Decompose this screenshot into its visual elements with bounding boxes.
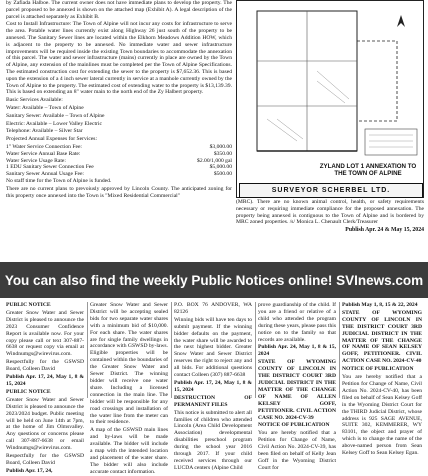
notice-paragraph: prove guardianship of the child. If you are a friend or relative of a child who attended the program during these years, please pass this notice on to the family so that records are available. (258, 302, 336, 343)
notice-heading: PUBLIC NOTICE (6, 302, 51, 308)
notice-subheading: NOTICE OF PUBLICATION (258, 422, 330, 429)
banner-text: You can also find the weekly Public Notices online! SVInews.com (4, 272, 424, 288)
fee-row (6, 144, 232, 151)
notice-column-1 (6, 302, 84, 474)
annexation-notice-text (6, 0, 232, 262)
notice-heading: PUBLIC NOTICE (6, 388, 51, 395)
notice-column-2 (90, 302, 168, 475)
publish-dates: Publish Apr. 17, 24, May 1, 8 & 15, 2024 (6, 374, 84, 387)
notice-column-4 (258, 302, 336, 471)
fee-row (6, 158, 232, 165)
map-caption: ZYLAND LOT 1 ANNEXATION TO THE TOWN OF ALPINE (319, 163, 417, 177)
publish-dates: Publish Apr. 24 & May 15, 2024 (345, 227, 424, 234)
notice-paragraph: Projected Annual Expenses for Services: (6, 136, 98, 143)
annexation-map-panel (236, 0, 424, 262)
notice-heading: DESTRUCTION OF PERMANENT FILES (174, 394, 252, 408)
notice-paragraph: You are hereby notified that a Petition for Change of Name, Civil Action No. 2024-CV-39, has been filed on behalf of Kelly Jean Goff in the Wyoming District Court for (258, 430, 336, 471)
publish-dates: Publish Apr. 24, May 1, 8 & 15, 2024 (258, 344, 336, 358)
fee-amount: $5,000.00 (209, 164, 232, 171)
notice-heading: STATE OF WYOMING COUNTY OF LINCOLN IN THE DISTRICT COURT 3RD JUDICIAL DISTRICT IN THE MATTER OF THE CHANGE OF NAME OF SEAN KELSEY GOFF, PETITIONER. CIVIL ACTION CASE NO. 2024-CV-40 (342, 309, 422, 365)
public-notices-columns (0, 298, 428, 475)
notice-paragraph: by Zafiada Halboe. The current owner does not have immediate plans to develop the property. The parcel proposed to be annexed is shown on the attached map (Exhibit A). A legal description of the parcel is attached separately as Exhibit B. (6, 0, 232, 20)
fee-row (6, 164, 232, 171)
notice-paragraph: Electric: Available – Lower Valley Electric (6, 120, 102, 127)
column-divider (171, 302, 172, 398)
fee-label: Sanitary Sewer Annual Usage Fee: (6, 171, 84, 178)
notice-subheading: NOTICE OF PUBLICATION (342, 366, 414, 373)
column-divider (339, 302, 340, 398)
notice-paragraph: Greater Snow Water and Sewer District is pleased to announce the 2023/2024 budget. Public meeting will be held on June 14th at 7pm, at the home of Jim Olmsvalley. Any questions or concerns please call 307-887-6638 or email Windnumgs@wirevirus.com. (6, 396, 84, 452)
notice-paragraph: Greater Snow Water and Sewer District is pleased to announce the 2023 Consumer Confidence Report is available now. For your copy please call or text 307-887-6638 or request copy via email at Windnumgs@wirevirus.com. (6, 309, 84, 358)
fee-amount: $350.00 (213, 150, 232, 157)
notice-paragraph: No staff time for the Town of Alpine is funded. (6, 177, 112, 184)
notice-paragraph: There are no current plans to prevoiusly approved by Lincoln County. The anticipated zoning for this property once annexed into the Town is "Mixed Residential Commercial" (6, 185, 232, 199)
notice-paragraph: This notice is submitted to alert all families of children who attended Lincoln (Area Child Development Association) developmental disabilities preschool program during the school year 2016 through 2017. If your child received services through our LUCDA centers (Alpine Child (174, 409, 252, 471)
notice-paragraph: You are hereby notified that a Petition for Change of Name, Civil Action No. 2024-CV-40, has been filed on behalf of Sean Kelsey Goff in the Wyoming District Court for the THIRD Judicial District, whose address is 925 SAGE AVENUE, SUITE 302, KEMMERER, WY 83101, the object and prayer of which is to change the name of the above-named person from Sean Kelsey Goff to Sean Kelsey Egan. (342, 374, 422, 457)
fee-label: Water Service Annual Base Rate: (6, 150, 81, 157)
fee-row (6, 151, 232, 158)
fee-label: 1" Water Service Connection Fee: (6, 143, 82, 150)
notice-paragraph: Cost to Install Infrastructure: The Town of Alpine will not incur any costs for infrastructure to serve the area. Potable water lines currently exist along Highway 26 just south of the property to be annexed. The Sanitary Sewer lines are located within the Elkhorn Meadows Addition HOW, which is adjacent to the property to be annexed. No immediate water and sewer infrastructure improvements will be required inside the existing Town boundaries to accommodate the annexation of this parcel. The water and sewer infrastructure (mains) currently in place are owned by the Town of Alpine, any extension of the mainlines must be completed per the Town of Alpine Specifications. The estimated construction cost for extending the sewer to the property is $7,652.36. This is based upon the extension of a 4 inch sewer lateral currently in service at a manhole currently owned by the Town of Alpine to the property. The estimated cost of extending water to the property is $13,139.39. This is based on extending an 8" water main to the north end of the Zy Halbert property. (6, 21, 232, 96)
fee-amount: $2.00/1,000 gal (197, 157, 232, 164)
fee-label: Water Service Usage Rate: (6, 157, 66, 164)
notice-heading: STATE OF WYOMING COUNTY OF LINCOLN IN THE DISTRICT COURT 3RD JUDICIAL DISTRICT IN THE MATTER OF THE CHANGE OF NAME OF ALLEN KELSEY GOFF, PETITIONER. CIVIL ACTION CASE NO. 2024-CV-39 (258, 359, 336, 421)
publish-dates: Publish Apr. 17, 24, (6, 467, 53, 474)
notice-paragraph: Basic Services Available: (6, 97, 63, 104)
notice-paragraph: Winning bids will have ten days to submit payment. If the winning bidder defaults on the payment, the water share will be awarded to the next highest bidder. Greater Snow Water and Sewer District reserves the right to reject any and all bids. For additional questions contact Colleen (307) 887-6638 (174, 316, 252, 379)
annexation-map (236, 0, 424, 198)
notice-column-3 (174, 302, 252, 471)
notice-column-5 (342, 302, 422, 457)
fee-label: 1 EDU Sanitary Sewer Connection Fee (6, 164, 94, 171)
notice-paragraph: (MRC). There are no known animal control, health, or safety requirements necessary or requiring immediate compliance for the proposed annexation. The property being annexed is contiguous to the Town of Alpine and is bordered by MRC zoned properties. /s/ Monica L. Chenault Clerk/Treasurer (236, 199, 424, 226)
notice-paragraph: Sanitary Sewer: Available – Town of Alpine (6, 112, 105, 119)
publish-dates: Publish May 1, 8, 15 & 22, 2024 (342, 302, 418, 308)
notice-paragraph: Respectfully for the GSWSD Board, Colleen David (6, 453, 84, 466)
public-notices-banner (0, 262, 428, 298)
surveyor-logo: SURVEYOR SCHERBEL LTD. (239, 183, 423, 198)
fee-amount: $500.00 (213, 171, 232, 178)
notice-paragraph: Greater Snow Water and Sewer District will be accepting sealed bids for two separate water shares with a minimum bid of $10,000. For each share. The water shares are for single family dwellings in accordance with GSWSD by-laws. Eligible properties will be contained within the boundaries of the Greater Snow Water and Sewer District. The winning bidder will receive one water share. Including a licensed connection in the main line. The bidder will be responsible for any road crossings and installation of the water line from the meter can to their residence. (90, 302, 168, 426)
map-notice-text (236, 199, 424, 234)
fee-row (6, 171, 232, 178)
notice-paragraph: Water: Available – Town of Alpine (6, 104, 84, 111)
notice-paragraph: P.O. BOX 76 ANDOVER, WA 82126 (174, 302, 252, 315)
notice-paragraph: Respectfully for the GSWSD Board, Colleen David (6, 359, 84, 373)
notice-paragraph: A map of the GSWSD main lines and by-laws will be made available. The bidder will include a map with the intended location and placement of the water share. The bidder will also include accurate contact information. (90, 427, 168, 475)
notice-paragraph: Telephone: Available – Silver Star (6, 128, 83, 135)
column-divider (255, 302, 256, 398)
fee-amount: $3,000.00 (209, 143, 232, 150)
publish-dates: Publish Apr. 17, 24, May 1, 8 & 15, 2024 (174, 379, 252, 393)
column-divider (87, 302, 88, 398)
